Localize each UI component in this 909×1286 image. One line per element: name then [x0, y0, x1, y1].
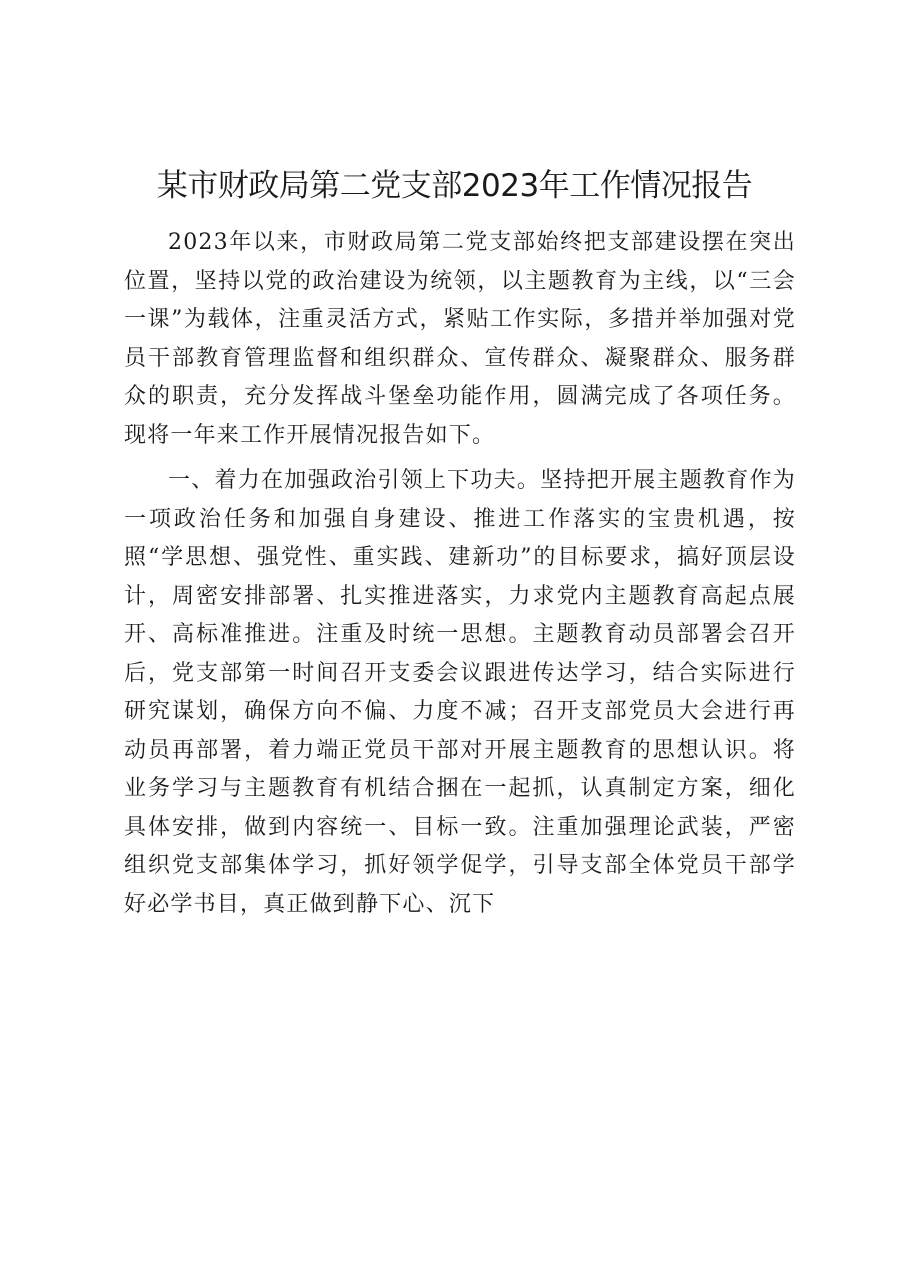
document-body	[124, 224, 796, 924]
paragraph-section-1: 一、着力在加强政治引领上下功夫。坚持把开展主题教育作为一项政治任务和加强自身建设、推进工作落实的宝贵机遇，按照“学思想、强党性、重实践、建新功”的目标要求，搞好顶层设计，周密安排部署、扎实推进落实，力求党内主题教育高起点展开、高标准推进。注重及时统一思想。主题教育动员部署会召开后，党支部第一时间召开支委会议跟进传达学习，结合实际进行研究谋划，确保方向不偏、力度不减；召开支部党员大会进行再动员再部署，着力端正党员干部对开展主题教育的思想认识。将业务学习与主题教育有机结合捆在一起抓，认真制定方案，细化具体安排，做到内容统一、目标一致。注重加强理论武装，严密组织党支部集体学习，抓好领学促学，引导支部全体党员干部学好必学书目，真正做到静下心、沉下	[124, 468, 796, 917]
document-title: 某市财政局第二党支部2023年工作情况报告	[156, 168, 753, 204]
paragraph-intro: 2023年以来，市财政局第二党支部始终把支部建设摆在突出位置，坚持以党的政治建设为统领，以主题教育为主线，以“三会一课”为载体，注重灵活方式，紧贴工作实际，多措并举加强对党员干部教育管理监督和组织群众、宣传群众、凝聚群众、服务群众的职责，充分发挥战斗堡垒功能作用，圆满完成了各项任务。现将一年来工作开展情况报告如下。	[124, 230, 796, 448]
